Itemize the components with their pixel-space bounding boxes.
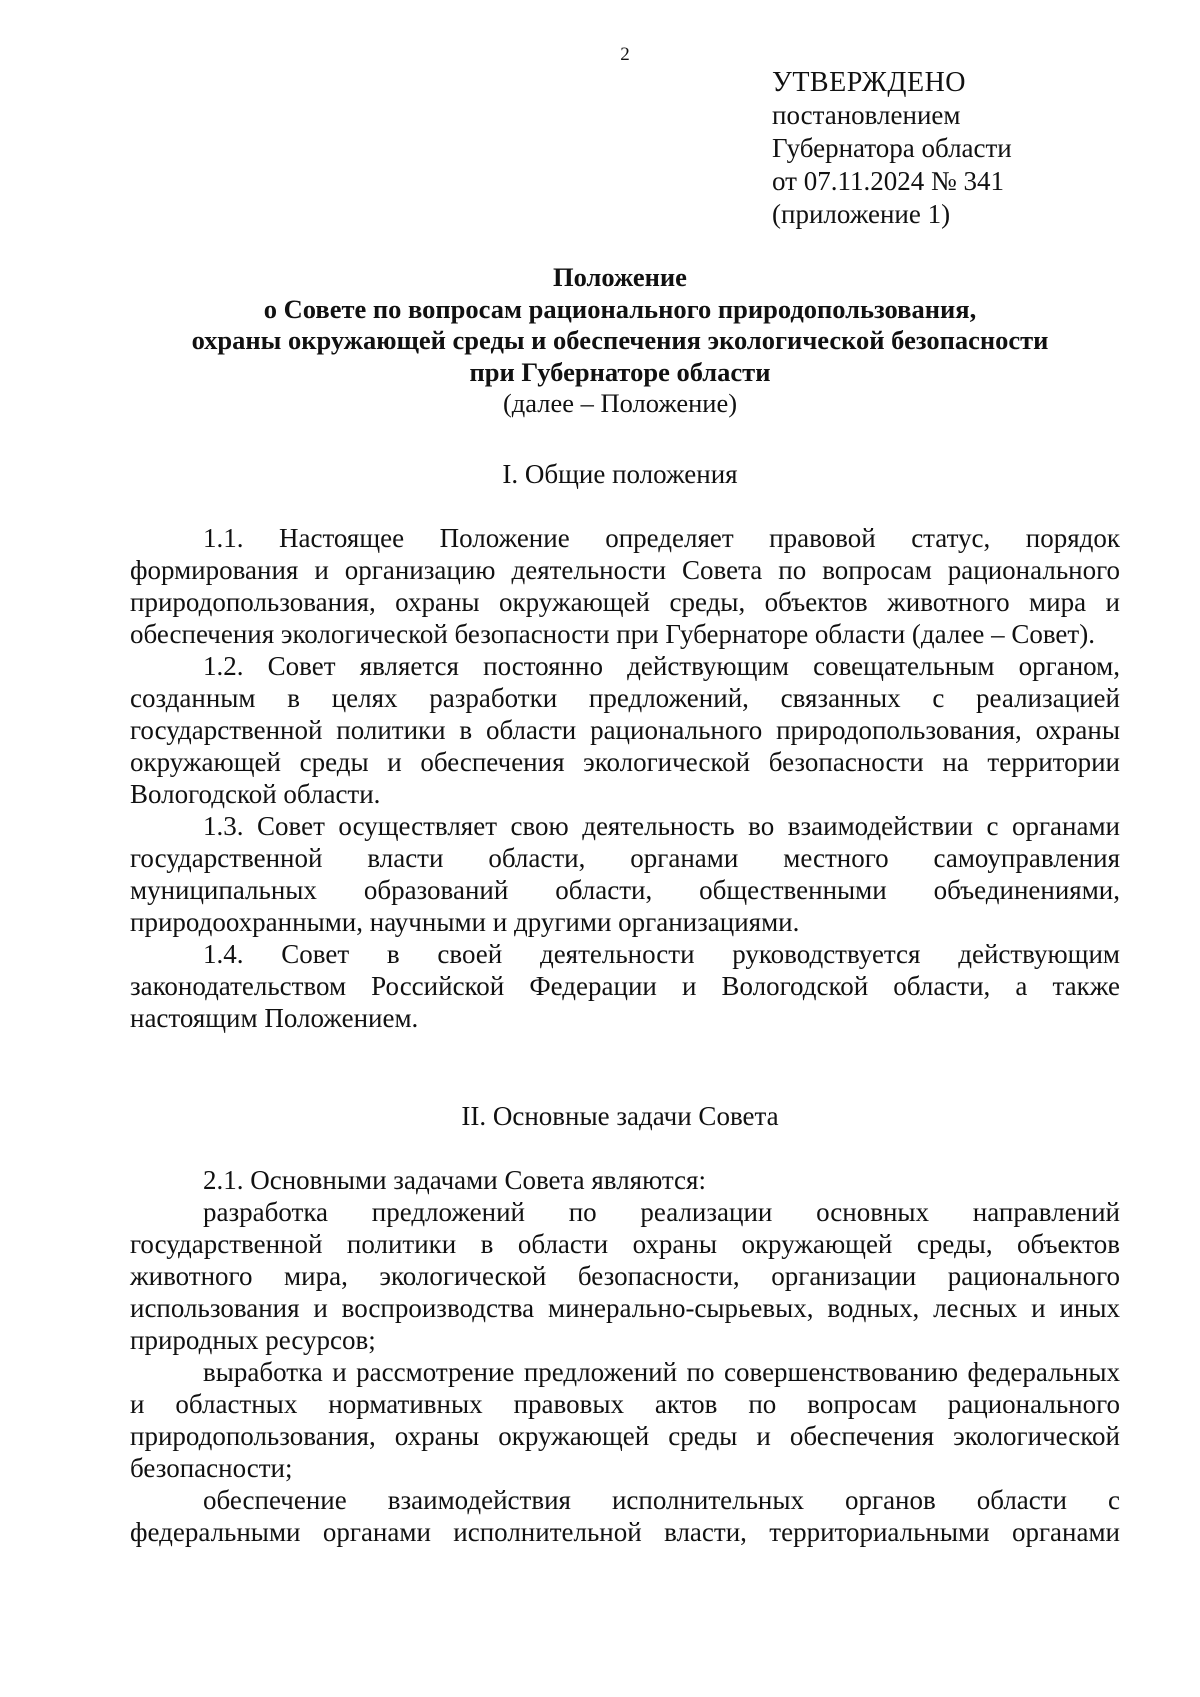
title-note: (далее – Положение) <box>502 388 738 418</box>
paragraph: разработка предложений по реализации основных направлений государственной политики в области охраны окружающей среды, объектов животного мира, экологической безопасности, организации рационального использования и воспроизводства минерально-сырьевых, водных, лесных и иных природных ресурсов; <box>130 1197 1120 1355</box>
approval-line: постановлением <box>772 100 961 130</box>
paragraph: 2.1. Основными задачами Совета являются: <box>203 1165 706 1195</box>
approval-stamp-block <box>772 66 1012 231</box>
approval-title: УТВЕРЖДЕНО <box>772 67 967 98</box>
section-tasks-body <box>130 1164 1120 1548</box>
approval-line: (приложение 1) <box>772 199 951 229</box>
section-heading-tasks: II. Основные задачи Совета <box>461 1101 779 1131</box>
paragraph: выработка и рассмотрение предложений по совершенствованию федеральных и областных нормативных правовых актов по вопросам рационального природопользования, охраны окружающей среды и обеспечения экологической безопасности; <box>130 1357 1120 1483</box>
paragraph: 1.2. Совет является постоянно действующим совещательным органом, созданным в целях разработки предложений, связанных с реализацией государственной политики в области рационального природопользования, охраны окружающей среды и обеспечения экологической безопасности на территории Вологодской области. <box>130 651 1120 809</box>
approval-line: Губернатора области <box>772 133 1012 163</box>
paragraph: 1.1. Настоящее Положение определяет правовой статус, порядок формирования и организацию деятельности Совета по вопросам рационального природопользования, охраны окружающей среды, объектов животного мира и обеспечения экологической безопасности при Губернаторе области (далее – Совет). <box>130 523 1120 649</box>
title-line: охраны окружающей среды и обеспечения экологической безопасности <box>191 325 1049 355</box>
page-number: 2 <box>620 44 630 65</box>
title-line: Положение <box>553 262 687 292</box>
paragraph: 1.4. Совет в своей деятельности руководствуется действующим законодательством Российской Федерации и Вологодской области, а также настоящим Положением. <box>130 939 1120 1033</box>
paragraph: обеспечение взаимодействия исполнительных органов области с федеральными органами исполнительной власти, территориальными органами <box>130 1485 1120 1547</box>
document-title <box>120 262 1120 420</box>
section-heading-general: I. Общие положения <box>502 459 738 489</box>
title-line: о Совете по вопросам рационального природопользования, <box>263 293 977 324</box>
title-line: при Губернаторе области <box>469 356 771 387</box>
paragraph: 1.3. Совет осуществляет свою деятельность во взаимодействии с органами государственной власти области, органами местного самоуправления муниципальных образований области, общественными объединениями, природоохранными, научными и другими организациями. <box>130 811 1120 937</box>
section-general-body <box>130 522 1120 1034</box>
approval-line: от 07.11.2024 № 341 <box>772 166 1004 196</box>
